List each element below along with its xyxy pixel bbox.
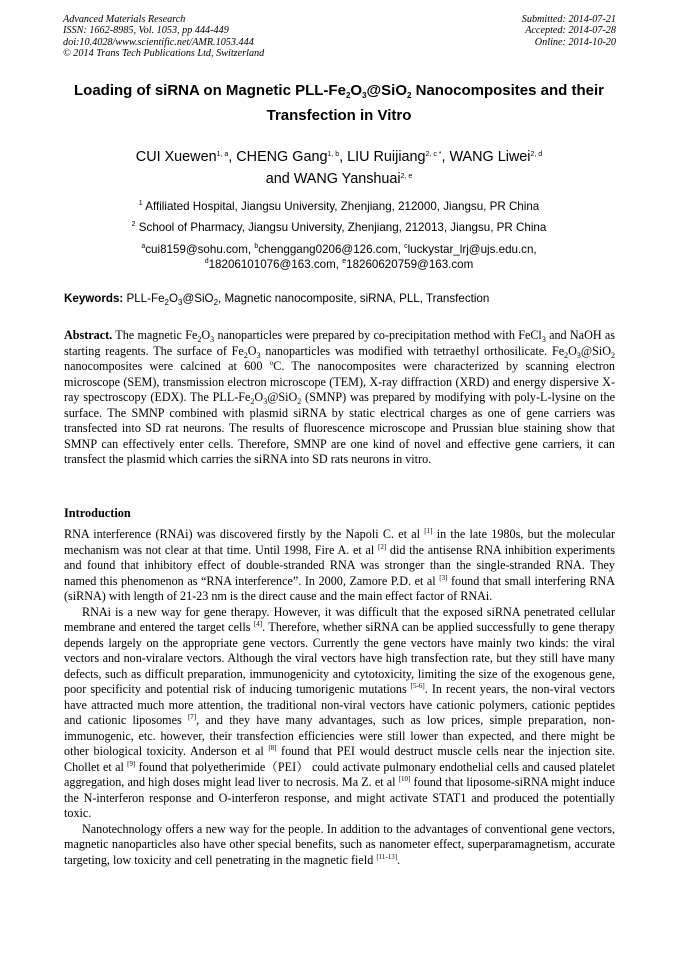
copyright-line: © 2014 Trans Tech Publications Ltd, Switzerland bbox=[63, 47, 265, 59]
journal-info bbox=[63, 14, 264, 59]
accepted-date: Accepted: 2014-07-28 bbox=[525, 25, 616, 37]
dates-info bbox=[522, 14, 616, 48]
issn-line: ISSN: 1662-8985, Vol. 1053, pp 444-449 bbox=[63, 25, 229, 37]
keywords: Keywords: PLL-$Fe_2O_3@SiO_2$, Magnetic nanocomposite, siRNA, PLL, Transfection bbox=[64, 292, 490, 307]
intro-paragraph-2: RNAi is a new way for gene therapy. However, it was difficult that the exposed siRNA penetrated cellular membrane and entered the target cells [4]. Therefore, whether siRNA can be applied successfully to gene therapy depends largely on the appropriate gene vectors. Currently the gene vectors have mainly two kinds: the viral vectors and non-viralare vectors. Although the viral vectors have high transfection rate, but they still have many defects, such as difficult preparation, immunogenicity and cytotoxicity, limiting the size of the exogenous gene, poor specificity and potential risk of inducing tumorigenic mutations [5-6]. In recent years, the non-viral vectors have attracted much more attention, the traditional non-viral vectors have cationic polymers, cationic peptides and cationic liposomes [7], and they have many advantages, such as low prices, simple preparation, non-immunogenic, etc. however, their transfection efficiencies were still lower than expected, and there might be other biological toxicity. Anderson et al [8] found that PEI would destruct muscle cells near the injection site. Chollet et al [9] found that polyetherimide（PEI） could activate pulmonary endothelial cells and caused platelet aggregation, and high doses might lead liver to necrosis. Ma Z. et al [10] found that liposome-siRNA might induce the N-interferon response and O-interferon response, and might activate STAT1 and produced the potentially toxic. bbox=[64, 604, 616, 820]
paper-title: Loading of siRNA on Magnetic PLL-$Fe_2O_3@SiO_2$ Nanocomposites and their Transfection in Vitro bbox=[74, 82, 604, 124]
affiliation-1: $^1$ Affiliated Hospital, Jiangsu University, Zhenjiang, 212000, Jiangsu, PR China bbox=[138, 200, 540, 213]
abstract-label: Abstract. bbox=[64, 328, 113, 342]
author-emails: $^a$cui8159@sohu.com, $^b$chenggang0206@126.com, $^c$luckystar_lrj@ujs.edu.cn, $^d$18206101076@163.com, $^e$18260620759@163.com bbox=[141, 243, 537, 271]
journal-name: Advanced Materials Research bbox=[63, 14, 186, 25]
introduction-heading: Introduction bbox=[64, 506, 131, 520]
author-list: CUI Xuewen$^{1, a}$, CHENG Gang$^{1, b}$, LIU Ruijiang$^{2, c *}$, WANG Liwei$^{2, d}$ and WANG Yanshuai$^{2, e}$ bbox=[135, 149, 543, 187]
abstract: Abstract. The magnetic $Fe_2O_3$ nanoparticles were prepared by co-precipitation method with FeCl$_3$ and NaOH as starting reagents. The surface of $Fe_2O_3$ nanoparticles was modified with tetraethyl orthosilicate. $Fe_2O_3@SiO_2$ nanocomposites were calcined at 600 $^o$C. The nanocomposites were characterized by scanning electron microscope (SEM), transmission electron microscope (TEM), X-ray diffraction (XRD) and energy dispersive X-ray spectroscopy (EDX). The PLL-$Fe_2O_3@SiO_2$ (SMNP) was prepared by modifying with poly-L-lysine on the surface. The SMNP combined with plasmid siRNA by static electrical charges as one of gene carriers was transfected into SD rat neurons. The results of fluorescence microscope and Prussian blue staining show that SMNP can effectively enter cells. Therefore, SMNP are one kind of novel and effective gene carriers, it can transfect the plasmid which carries the siRNA into SD rats neurons in vitro. bbox=[64, 328, 615, 466]
intro-paragraph-1: RNA interference (RNAi) was discovered firstly by the Napoli C. et al [1] in the late 1980s, but the molecular mechanism was not clear at that time. Until 1998, Fire A. et al [2] did the antisense RNA inhibition experiments and found that inhibitory effect of double-stranded RNA was stronger than the single-stranded RNA. They named this phenomenon as “RNA interference”. In 2000, Zamore P.D. et al [3] found that small interfering RNA (siRNA) with length of 21-23 nm is the direct cause and the main effect factor of RNAi. bbox=[64, 527, 615, 603]
online-date: Online: 2014-10-20 bbox=[534, 36, 616, 48]
affiliation-2: $^2$ School of Pharmacy, Jiangsu University, Zhenjiang, 212013, Jiangsu, PR China bbox=[131, 221, 547, 234]
doi-line: doi:10.4028/www.scientific.net/AMR.1053.444 bbox=[63, 36, 254, 48]
intro-paragraph-3: Nanotechnology offers a new way for the people. In addition to the advantages of conventional gene vectors, magnetic nanoparticles also have other special benefits, such as nanometer effect, superparamagnetism, accurate targeting, low toxicity and cell penetrating in the magnetic field [11-13]. bbox=[64, 821, 615, 867]
keywords-label: Keywords: bbox=[64, 292, 124, 305]
submitted-date: Submitted: 2014-07-21 bbox=[521, 14, 616, 25]
introduction-body bbox=[64, 527, 615, 868]
